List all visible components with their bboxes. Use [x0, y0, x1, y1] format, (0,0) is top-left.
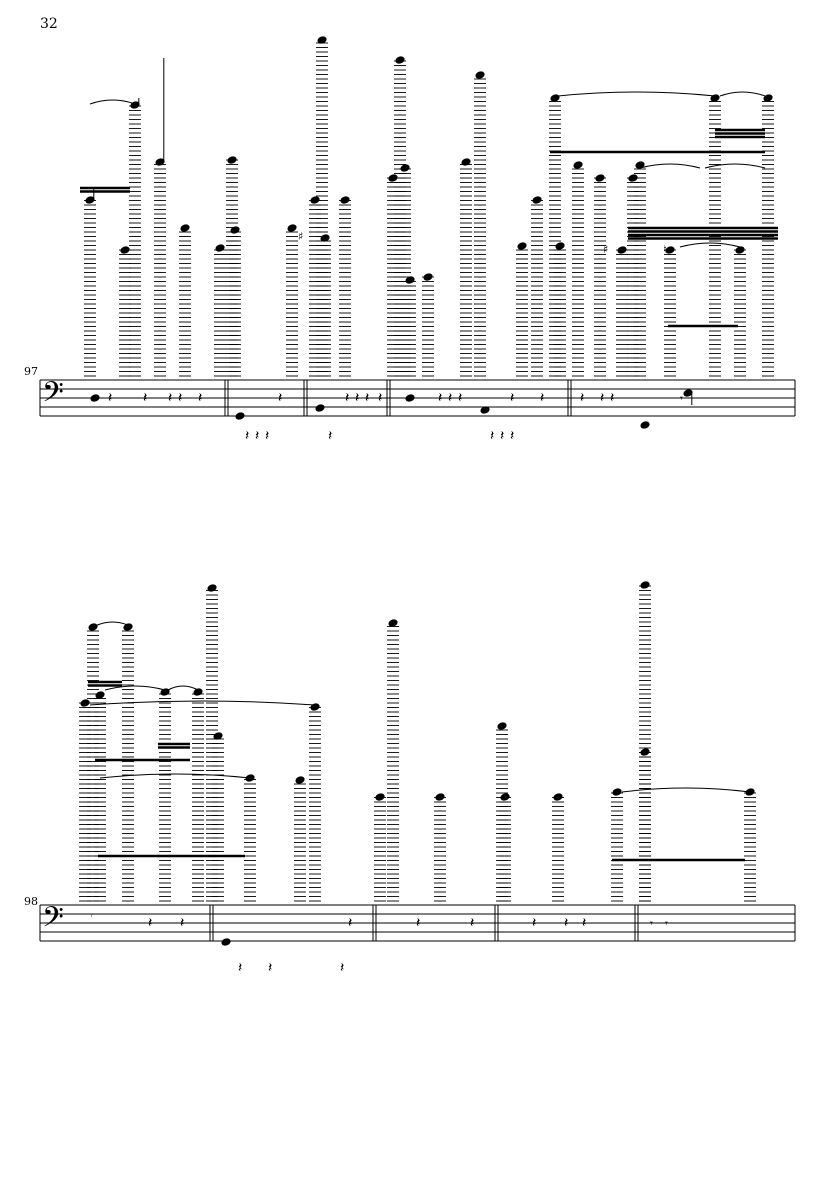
sharp: ♯ — [298, 230, 304, 243]
rest: 𝄽 — [355, 390, 360, 406]
rest: 𝄽 — [245, 428, 250, 444]
measure-number-98: 98 — [24, 895, 38, 908]
rest: 𝄽 — [348, 915, 353, 931]
rest: 𝄽 — [148, 915, 153, 931]
natural: ♮ — [663, 243, 667, 256]
tie — [720, 92, 765, 96]
rest: 𝄽 — [500, 428, 505, 444]
tie — [640, 164, 700, 168]
rest: 𝄽 — [532, 915, 537, 931]
rest: 𝄽 — [510, 428, 515, 444]
rest: 𝄽 — [438, 390, 443, 406]
rest: 𝄽 — [340, 960, 345, 976]
eighth-rest: 𝄾 — [650, 917, 653, 930]
rest: 𝄽 — [180, 915, 185, 931]
notehead — [640, 421, 650, 430]
rest: 𝄽 — [610, 390, 615, 406]
rest: 𝄽 — [448, 390, 453, 406]
notehead — [395, 56, 405, 65]
measure-number-97: 97 — [24, 365, 38, 378]
rest: 𝄽 — [328, 428, 333, 444]
bass-clef: 𝄢 — [42, 376, 64, 416]
notehead — [235, 412, 245, 421]
notehead — [315, 404, 325, 413]
page-number: 32 — [40, 16, 58, 32]
rest: 𝄽 — [108, 390, 113, 406]
tie — [90, 100, 135, 104]
system-2 — [40, 581, 795, 976]
rest: 𝄽 — [255, 428, 260, 444]
notehead — [405, 394, 415, 403]
rest: 𝄽 — [580, 390, 585, 406]
rest: 𝄽 — [238, 960, 243, 976]
notehead — [90, 394, 100, 403]
tie — [558, 92, 715, 96]
rest: 𝄽 — [582, 915, 587, 931]
notehead — [221, 938, 231, 947]
rest: 𝄽 — [564, 915, 569, 931]
rest: 𝄽 — [278, 390, 283, 406]
rest: 𝄽 — [510, 390, 515, 406]
eighth-rest: 𝄾 — [90, 909, 93, 922]
sharp: ♯ — [603, 243, 609, 256]
notehead — [475, 71, 485, 80]
rest: 𝄽 — [365, 390, 370, 406]
rest: 𝄽 — [416, 915, 421, 931]
bass-clef: 𝄢 — [42, 901, 64, 941]
rest: 𝄽 — [540, 390, 545, 406]
eighth-rest: 𝄾 — [680, 392, 683, 405]
rest: 𝄽 — [265, 428, 270, 444]
eighth-rest: 𝄾 — [665, 917, 668, 930]
rest: 𝄽 — [178, 390, 183, 406]
rest: 𝄽 — [143, 390, 148, 406]
rest: 𝄽 — [458, 390, 463, 406]
rest: 𝄽 — [470, 915, 475, 931]
rest: 𝄽 — [600, 390, 605, 406]
rest: 𝄽 — [490, 428, 495, 444]
rest: 𝄽 — [345, 390, 350, 406]
rest: 𝄽 — [378, 390, 383, 406]
rest: 𝄽 — [268, 960, 273, 976]
system-1 — [40, 36, 795, 444]
tie — [168, 686, 198, 690]
rest: 𝄽 — [198, 390, 203, 406]
rest: 𝄽 — [168, 390, 173, 406]
tie — [680, 243, 740, 247]
